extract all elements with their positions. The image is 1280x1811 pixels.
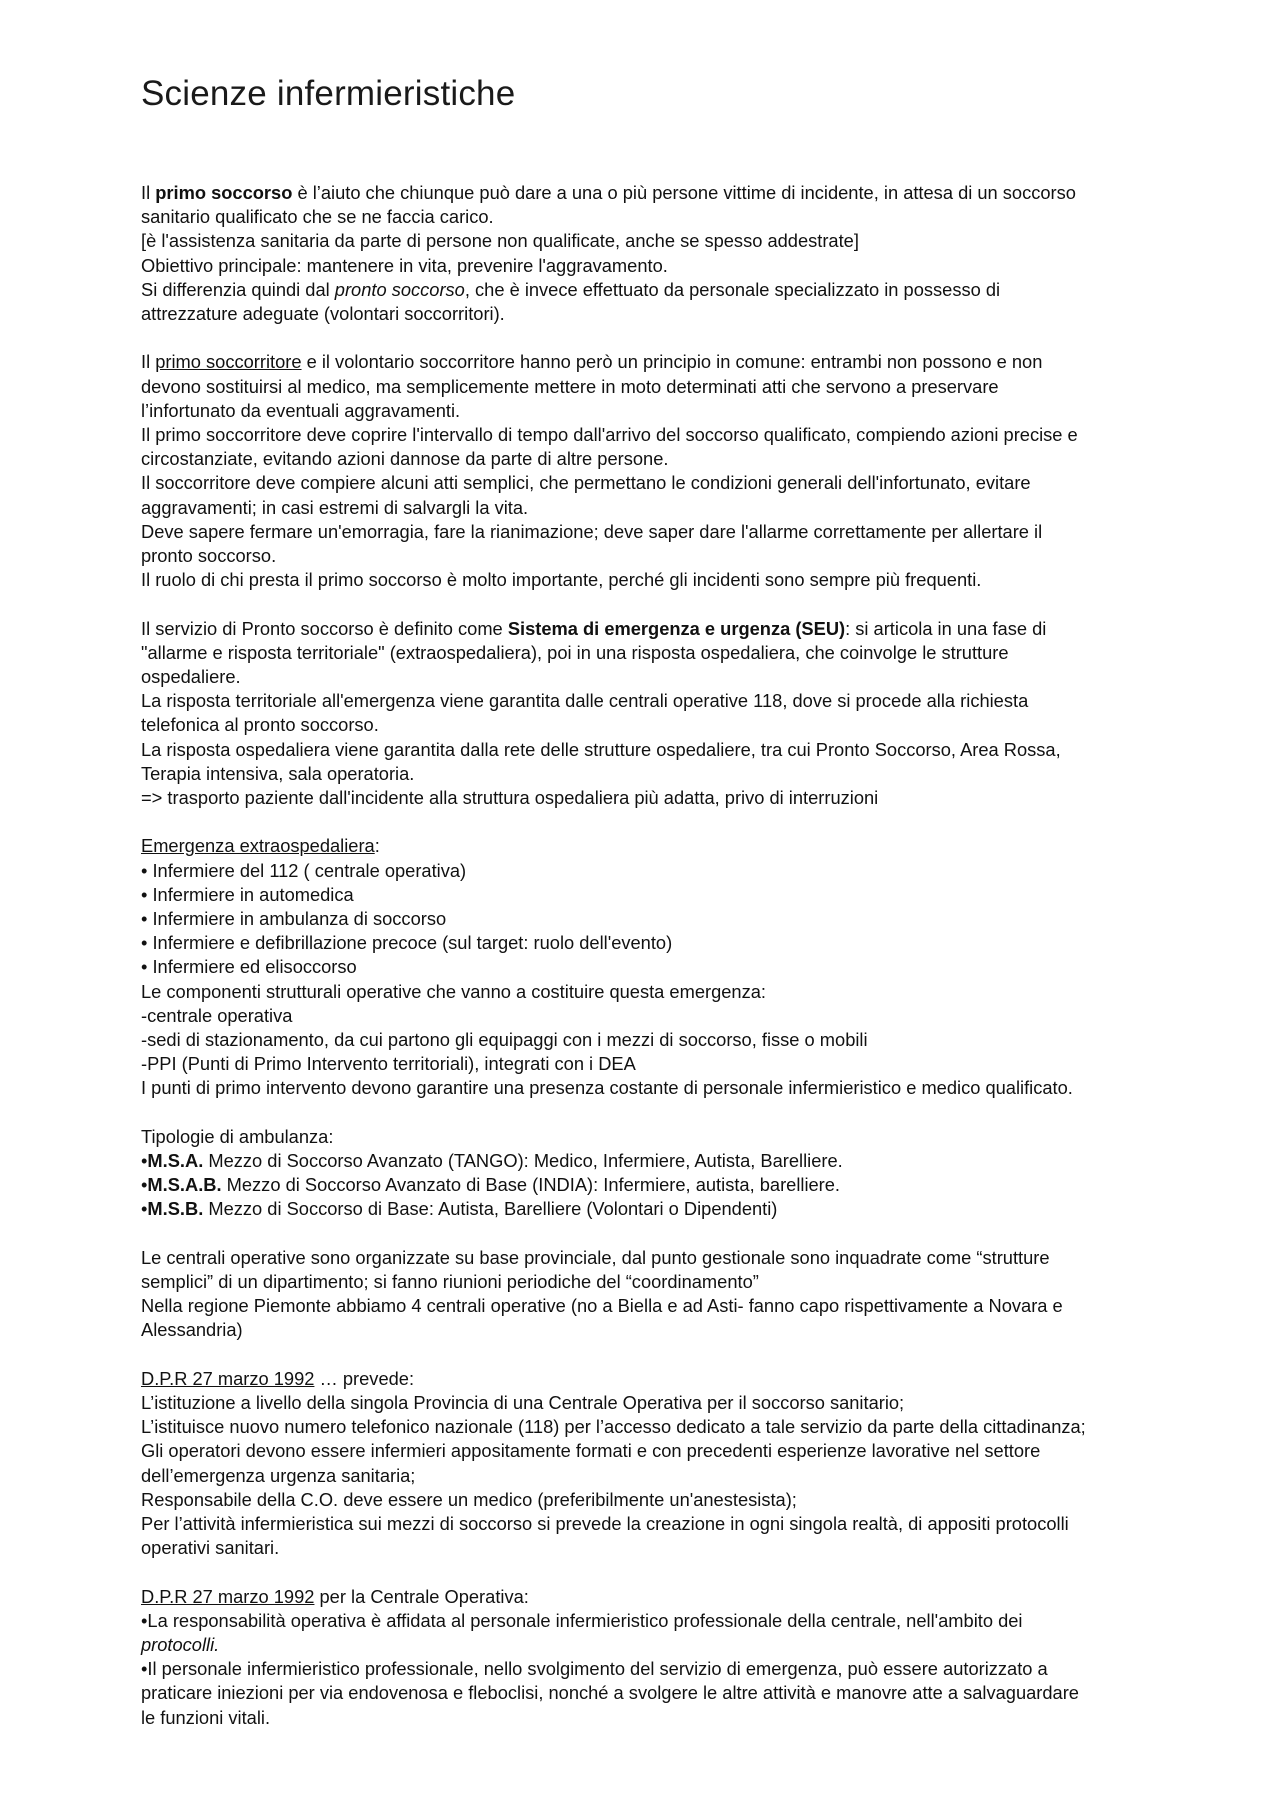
list-item: •M.S.B. Mezzo di Soccorso di Base: Autista, Barelliere (Volontari o Dipendenti): [141, 1198, 778, 1220]
text-line: -centrale operativa: [141, 1004, 293, 1026]
text-line: praticare iniezioni per via endovenosa e fleboclisi, nonché a svolgere le altre attività e manovre atte a salvaguardare: [141, 1682, 1079, 1704]
section-heading: Emergenza extraospedaliera:: [141, 835, 380, 857]
text-line: Deve sapere fermare un'emorragia, fare la rianimazione; deve saper dare l'allarme correttamente per allertare il: [141, 520, 1043, 542]
dpr-section-1: [141, 1367, 1261, 1561]
text-line: Le centrali operative sono organizzate su base provinciale, dal punto gestionale sono inquadrate come “strutture: [141, 1246, 1050, 1268]
text-line: Gli operatori devono essere infermieri appositamente formati e con precedenti esperienze lavorative nel settore: [141, 1440, 1041, 1462]
text-line: => trasporto paziente dall'incidente alla struttura ospedaliera più adatta, privo di interruzioni: [141, 787, 879, 809]
text-line: operativi sanitari.: [141, 1537, 280, 1559]
centrals-paragraph: [141, 1246, 1261, 1343]
intro-paragraph: [141, 181, 1261, 326]
document-body: [141, 181, 1261, 1730]
text-line: dell’emergenza urgenza sanitaria;: [141, 1464, 416, 1486]
text-line: l’infortunato da eventuali aggravamenti.: [141, 399, 461, 421]
section-heading: D.P.R 27 marzo 1992 … prevede:: [141, 1367, 415, 1389]
dpr-reference: D.P.R 27 marzo 1992: [141, 1367, 315, 1389]
text-line: telefonica al pronto soccorso.: [141, 714, 379, 736]
term-seu: Sistema di emergenza e urgenza (SEU): [507, 617, 846, 639]
text-line: Il primo soccorritore deve coprire l'intervallo di tempo dall'arrivo del soccorso qualificato, compiendo azioni precise e: [141, 424, 1078, 446]
list-item: • Infermiere in ambulanza di soccorso: [141, 908, 447, 930]
text-line: Il ruolo di chi presta il primo soccorso è molto importante, perché gli incidenti sono sempre più frequenti.: [141, 569, 982, 591]
list-item: • Infermiere e defibrillazione precoce (sul target: ruolo dell'evento): [141, 932, 673, 954]
text-line: I punti di primo intervento devono garantire una presenza costante di personale infermieristico e medico qualificato.: [141, 1077, 1073, 1099]
seu-paragraph: [141, 617, 1261, 811]
text-line: La risposta ospedaliera viene garantita dalla rete delle strutture ospedaliere, tra cui Pronto Soccorso, Area Rossa,: [141, 738, 1061, 760]
text-line: protocolli.: [141, 1634, 220, 1656]
text-line: Il servizio di Pronto soccorso è definito come Sistema di emergenza e urgenza (SEU): si articola in una fase di: [141, 617, 1047, 639]
text-line: Nella regione Piemonte abbiamo 4 centrali operative (no a Biella e ad Asti- fanno capo rispettivamente a Novara e: [141, 1295, 1063, 1317]
dpr-reference: D.P.R 27 marzo 1992: [141, 1585, 315, 1607]
text-line: La risposta territoriale all'emergenza viene garantita dalle centrali operative 118, dove si procede alla richiesta: [141, 690, 1029, 712]
list-item: •M.S.A.B. Mezzo di Soccorso Avanzato di Base (INDIA): Infermiere, autista, barelliere.: [141, 1174, 841, 1196]
text-line: le funzioni vitali.: [141, 1706, 271, 1728]
text-line: •La responsabilità operativa è affidata al personale infermieristico professionale della centrale, nell'ambito dei: [141, 1609, 1023, 1631]
text-line: circostanziate, evitando azioni dannose da parte di altre persone.: [141, 448, 669, 470]
text-line: ospedaliere.: [141, 666, 241, 688]
list-item: •M.S.A. Mezzo di Soccorso Avanzato (TANGO): Medico, Infermiere, Autista, Barelliere.: [141, 1150, 843, 1172]
text-line: •Il personale infermieristico professionale, nello svolgimento del servizio di emergenza, può essere autorizzato a: [141, 1658, 1048, 1680]
ambulance-types-section: [141, 1125, 1261, 1222]
text-line: Responsabile della C.O. deve essere un medico (preferibilmente un'anestesista);: [141, 1488, 797, 1510]
list-item: • Infermiere in automedica: [141, 883, 354, 905]
text-line: [è l'assistenza sanitaria da parte di persone non qualificate, anche se spesso addestrate]: [141, 230, 859, 252]
list-item: • Infermiere ed elisoccorso: [141, 956, 357, 978]
text-line: Le componenti strutturali operative che vanno a costituire questa emergenza:: [141, 980, 766, 1002]
text-line: attrezzature adeguate (volontari soccorritori).: [141, 303, 505, 325]
term-pronto-soccorso: pronto soccorso: [334, 278, 465, 300]
extra-hospital-section: [141, 834, 1261, 1100]
list-item: • Infermiere del 112 ( centrale operativa): [141, 859, 467, 881]
text-line: Obiettivo principale: mantenere in vita, prevenire l'aggravamento.: [141, 254, 668, 276]
term-primo-soccorritore: primo soccorritore: [155, 351, 302, 373]
text-line: Il soccorritore deve compiere alcuni atti semplici, che permettano le condizioni generali dell'infortunato, evitare: [141, 472, 1031, 494]
text-line: -PPI (Punti di Primo Intervento territoriali), integrati con i DEA: [141, 1053, 636, 1075]
text-line: aggravamenti; in casi estremi di salvargli la vita.: [141, 496, 529, 518]
text-line: Per l’attività infermieristica sui mezzi di soccorso si prevede la creazione in ogni singola realtà, di appositi protocolli: [141, 1513, 1069, 1535]
page-title: Scienze infermieristiche: [141, 74, 516, 113]
text-line: Si differenzia quindi dal pronto soccorso, che è invece effettuato da personale specializzato in possesso di: [141, 278, 1001, 300]
text-line: -sedi di stazionamento, da cui partono gli equipaggi con i mezzi di soccorso, fisse o mobili: [141, 1029, 868, 1051]
text-line: L’istituzione a livello della singola Provincia di una Centrale Operativa per il soccorso sanitario;: [141, 1392, 905, 1414]
text-line: Il primo soccorritore e il volontario soccorritore hanno però un principio in comune: entrambi non possono e non: [141, 351, 1043, 373]
text-line: devono sostituirsi al medico, ma semplicemente mettere in moto determinati atti che servono a preservare: [141, 375, 999, 397]
text-line: sanitario qualificato che se ne faccia carico.: [141, 206, 494, 228]
text-line: pronto soccorso.: [141, 545, 277, 567]
text-line: Terapia intensiva, sala operatoria.: [141, 762, 415, 784]
text-line: Alessandria): [141, 1319, 243, 1341]
section-heading: D.P.R 27 marzo 1992 per la Centrale Operativa:: [141, 1585, 529, 1607]
term-primo-soccorso: primo soccorso: [155, 182, 293, 203]
rescuer-paragraph: [141, 350, 1261, 592]
section-heading: Tipologie di ambulanza:: [141, 1125, 334, 1147]
text-line: "allarme e risposta territoriale" (extraospedaliera), poi in una risposta ospedaliera, che coinvolge le strutture: [141, 641, 1009, 663]
text-line: L’istituisce nuovo numero telefonico nazionale (118) per l’accesso dedicato a tale servizio da parte della cittadinanza;: [141, 1416, 1086, 1438]
dpr-section-2: [141, 1585, 1261, 1730]
text-line: Il primo soccorso è l’aiuto che chiunque può dare a una o più persone vittime di incidente, in attesa di un soccorso: [141, 182, 1076, 203]
text-line: semplici” di un dipartimento; si fanno riunioni periodiche del “coordinamento”: [141, 1271, 759, 1293]
